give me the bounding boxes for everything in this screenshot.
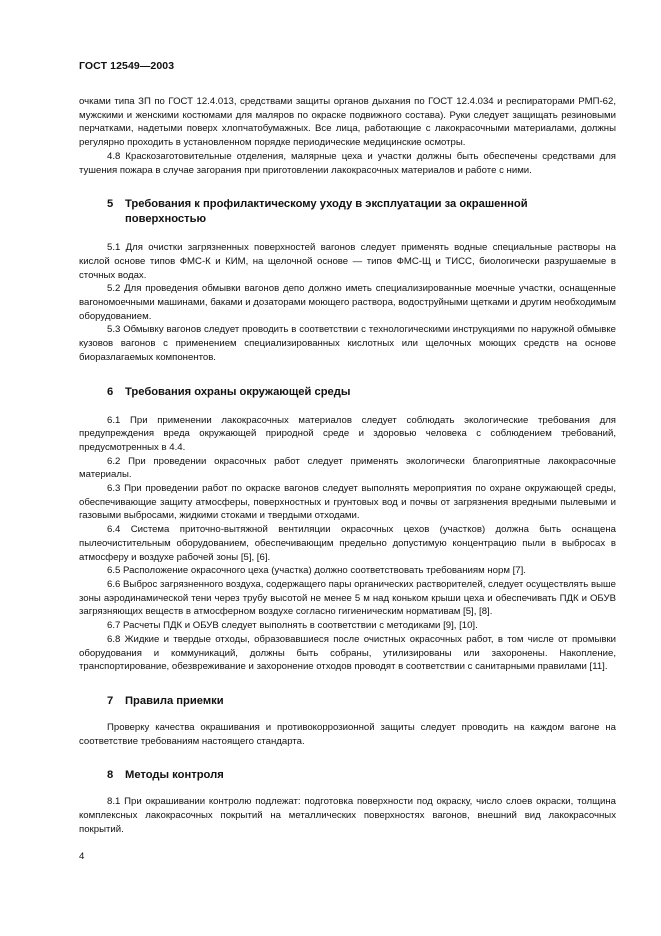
paragraph: 5.2 Для проведения обмывки вагонов депо должно иметь специализированные моечные участки, оснащенные вагономоечными машинами, баками и дозаторами моющего раствора, водоструйными щетками и другим необходимым оборудованием. (79, 283, 616, 322)
section-title: Требования к профилактическому уходу в эксплуатации за окрашенной (125, 198, 528, 211)
paragraph: 6.8 Жидкие и твердые отходы, образовавшиеся после очистных окрасочных работ, в том числе от промывки оборудования и коммуникаций, должны быть собраны, утилизированы или захоронены. Накопление, транспортирование, обезвреживание и захоронение отходов проводят в соответствии с санитарными правилами [11]. (79, 633, 616, 673)
paragraph: 6.2 При проведении окрасочных работ следует применять экологически благоприятные лакокрасочные материалы. (79, 455, 616, 481)
paragraph: 6.1 При применении лакокрасочных материалов следует соблюдать экологические требования для предупреждения вреда окружающей природной среде и здоровью человека с соблюдением требований, предусмотренных в 4.4. (79, 414, 616, 453)
paragraph: очками типа ЗП по ГОСТ 12.4.013, средствами защиты органов дыхания по ГОСТ 12.4.034 и респираторами РМП-62, мужскими и женскими костюмами для маляров по окраске подвижного состава). Руки следует защищать резиновыми перчатками, надетыми поверх хлопчатобумажных. Все лица, работающие с лакокрасочными материалами, должны регулярно проходить в установленном порядке периодические медицинские осмотры. (79, 96, 616, 149)
paragraph: 6.4 Система приточно-вытяжной вентиляции окрасочных цехов (участков) должна быть оснащена пылеочистительным оборудованием, обеспечивающим предельно допустимую концентрацию пыли в выбросах в атмосферу и воздухе рабочей зоны [5], [6]. (79, 524, 616, 563)
section-number: 8 (107, 769, 114, 782)
section-title-continued: поверхностью (125, 213, 207, 226)
section-title: Требования охраны окружающей среды (125, 385, 351, 398)
paragraph: Проверку качества окрашивания и противокоррозионной защиты следует проводить на каждом вагоне на соответствие требованиям настоящего стандарта. (79, 721, 616, 747)
section-title: Правила приемки (125, 694, 224, 707)
paragraph: 5.3 Обмывку вагонов следует проводить в соответствии с технологическими инструкциями по наружной обмывке кузовов вагонов с применением специализированных кислотных или щелочных моющих средств на основе биоразлагаемых компонентов. (79, 324, 616, 363)
paragraph: 6.6 Выброс загрязненного воздуха, содержащего пары органических растворителей, следует осуществлять выше зоны аэродинамической тени через трубу высотой не менее 5 м над коньком крыши цеха и обеспечивать ПДК и ОБУВ загрязняющих веществ в атмосферном воздухе согласно гигиеническим нормативам [5], [8]. (79, 578, 616, 618)
section-5-heading (79, 197, 616, 227)
page-number: 4 (79, 851, 85, 862)
section-number: 6 (107, 385, 114, 398)
paragraph: 6.5 Расположение окрасочного цеха (участка) должно соответствовать требованиям норм [7]. (107, 565, 526, 577)
section-number: 7 (107, 694, 114, 707)
document-header: ГОСТ 12549—2003 (79, 60, 175, 72)
document-body (79, 95, 616, 836)
section-title: Методы контроля (125, 769, 224, 782)
paragraph: 5.1 Для очистки загрязненных поверхностей вагонов следует применять водные специальные растворы на кислой основе типов ФМС-К и КИМ, на щелочной основе — типов ФМС-Щ и ТИСС, биологически разрушаемые в сточных водах. (79, 242, 616, 281)
paragraph: 6.7 Расчеты ПДК и ОБУВ следует выполнять в соответствии с методиками [9], [10]. (107, 620, 478, 632)
paragraph: 6.3 При проведении работ по окраске вагонов следует выполнять мероприятия по охране окружающей среды, обеспечивающие защиту атмосферы, поверхностных и грунтовых вод и почвы от загрязнения вредными пылевыми и газовыми выбросами, жидкими стоками и твердыми отходами. (79, 483, 616, 522)
section-number: 5 (107, 198, 114, 211)
section-7-heading (79, 694, 616, 709)
section-6-heading (79, 385, 616, 400)
section-8-heading (79, 768, 616, 783)
paragraph: 8.1 При окрашивании контролю подлежат: подготовка поверхности под окраску, число слоев окраски, толщина комплексных лакокрасочных покрытий на металлических поверхностях вагонов, внешний вид лакокрасочных покрытий. (79, 796, 616, 835)
paragraph: 4.8 Краскозаготовительные отделения, малярные цеха и участки должны быть обеспечены средствами для тушения пожара в случае загорания при приготовлении лакокрасочных материалов и работе с ними. (79, 150, 616, 176)
